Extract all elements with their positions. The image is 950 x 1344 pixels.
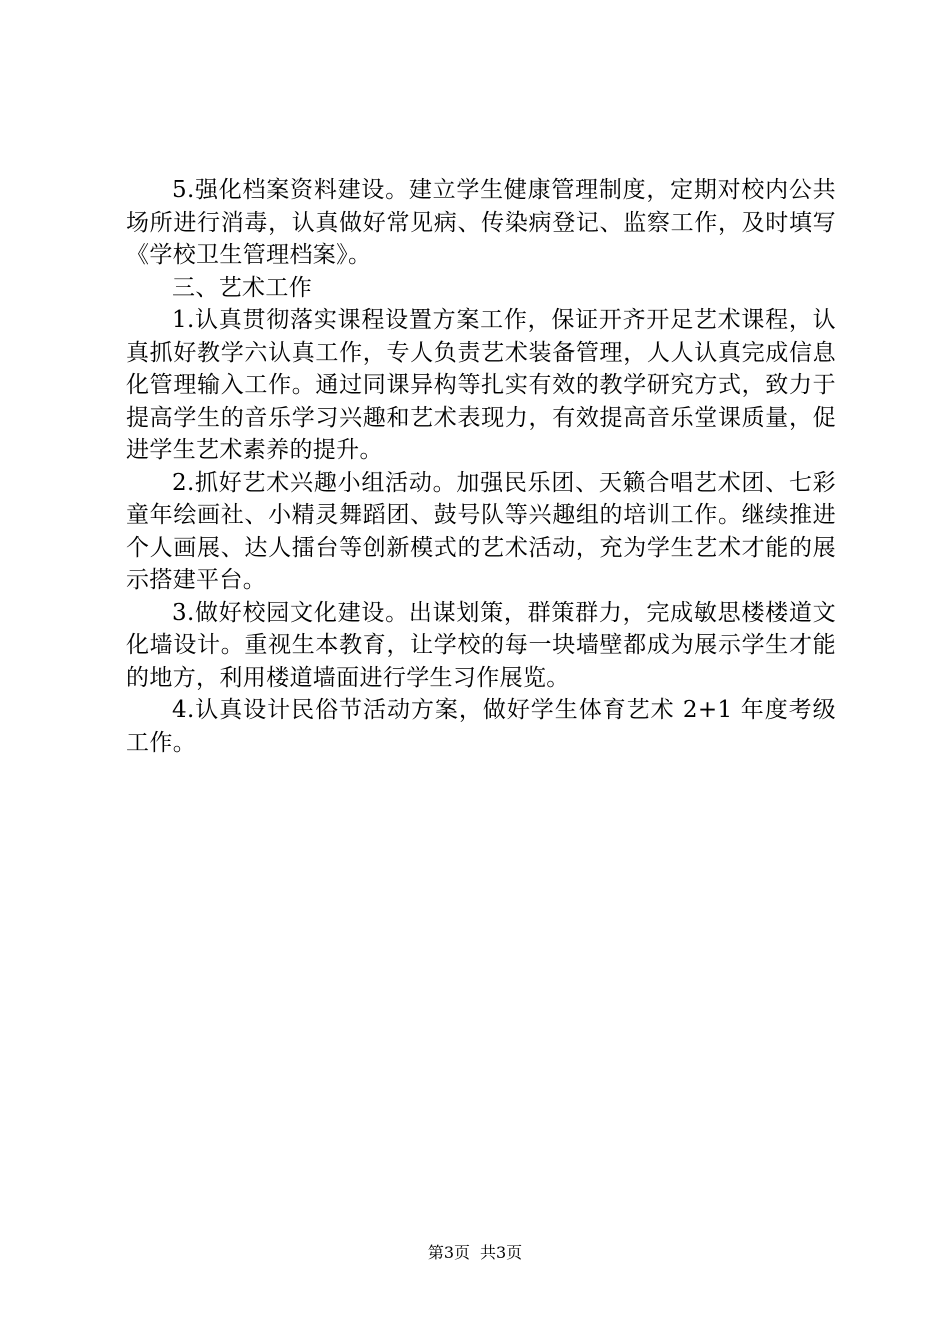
paragraph-campus-culture: 3.做好校园文化建设。出谋划策，群策群力，完成敏思楼楼道文化墙设计。重视生本教育，让学校的每一块墙壁都成为展示学生才能的地方，利用楼道墙面进行学生习作展览。 <box>126 599 836 691</box>
section-heading-art-work: 三、艺术工作 <box>172 274 313 301</box>
page-number-total: 共3页 <box>480 1243 523 1262</box>
paragraph-art-curriculum: 1.认真贯彻落实课程设置方案工作，保证开齐开足艺术课程，认真抓好教学六认真工作，专人负责艺术装备管理，人人认真完成信息化管理输入工作。通过同课异构等扎实有效的教学研究方式，致力于提高学生的音乐学习兴趣和艺术表现力，有效提高音乐堂课质量，促进学生艺术素养的提升。 <box>126 307 836 463</box>
page-footer <box>0 1243 950 1263</box>
paragraph-folk-festival: 4.认真设计民俗节活动方案，做好学生体育艺术 2+1 年度考级工作。 <box>126 697 836 756</box>
paragraph-art-interest-groups: 2.抓好艺术兴趣小组活动。加强民乐团、天籁合唱艺术团、七彩童年绘画社、小精灵舞蹈团、鼓号队等兴趣组的培训工作。继续推进个人画展、达人擂台等创新模式的艺术活动，充为学生艺术才能的展示搭建平台。 <box>126 469 836 593</box>
paragraph-health-records: 5.强化档案资料建设。建立学生健康管理制度，定期对校内公共场所进行消毒，认真做好常见病、传染病登记、监察工作，及时填写《学校卫生管理档案》。 <box>126 177 836 268</box>
document-body <box>126 174 836 759</box>
page-number-current: 第3页 <box>427 1243 470 1262</box>
